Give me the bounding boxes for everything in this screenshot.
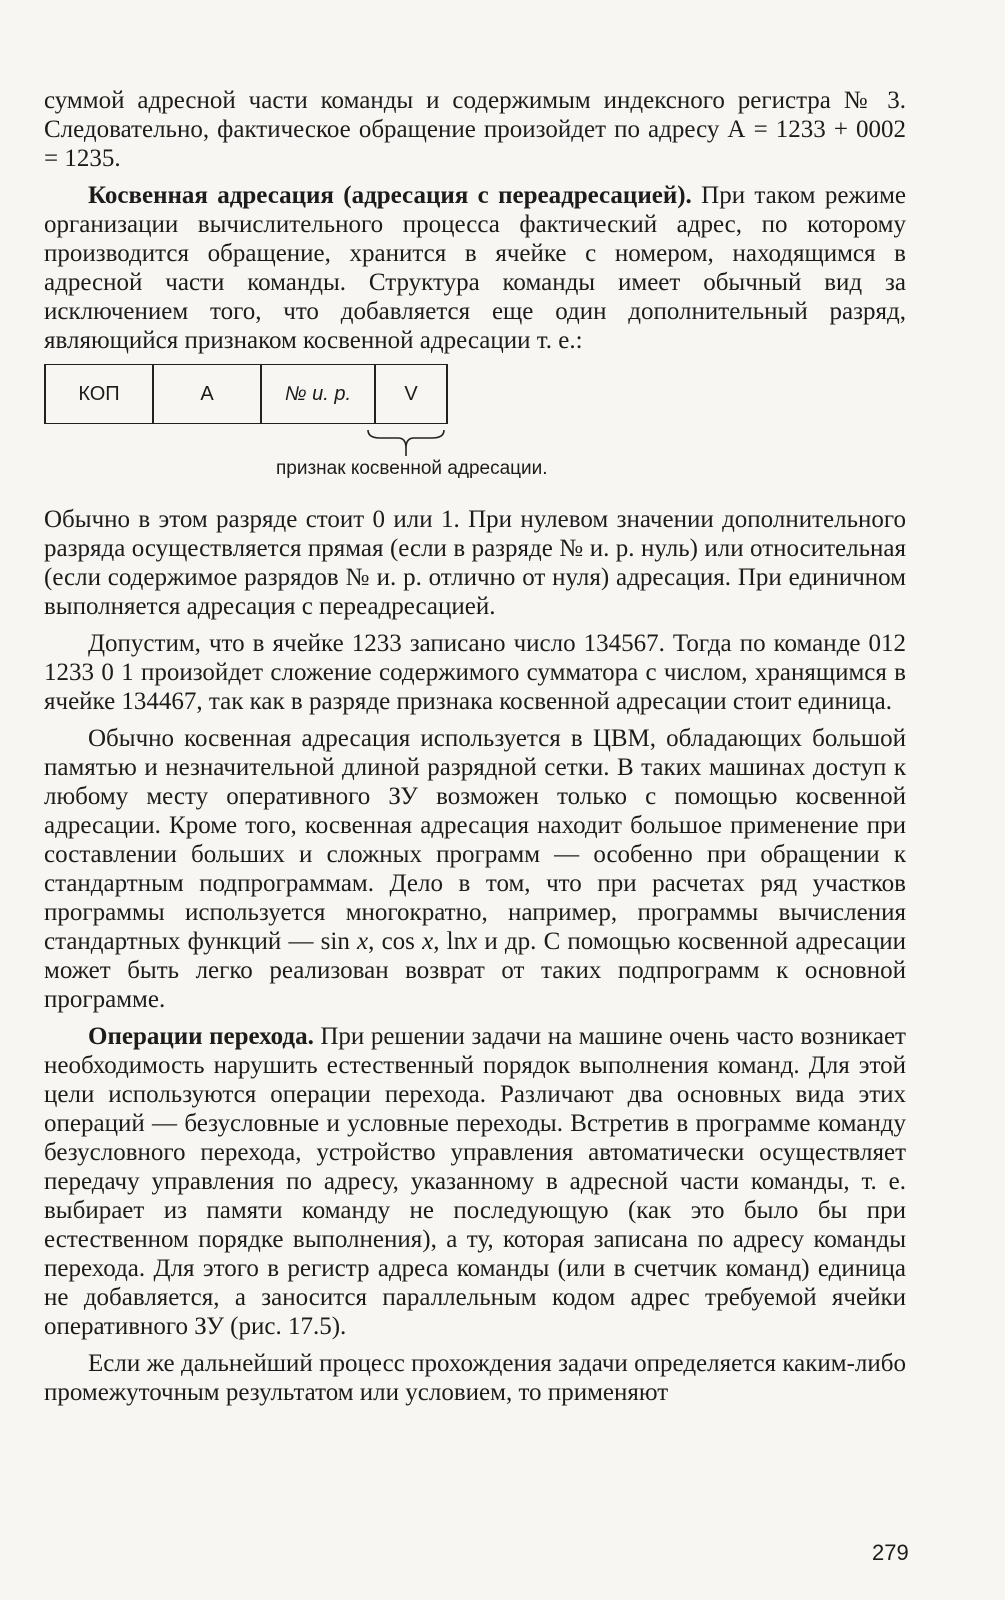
paragraph-jump-operations-text: При решении задачи на машине очень часто возникает необходимость нарушить естественный порядок выполнения команд. Для этой цели используются операции перехода. Различают два основных вида этих операций — безусловные и условные переходы. Встретив в программе команду безусловного перехода, устройство управления автоматически осуществляет передачу управления по адресу, указанному в адресной части команды, т. е. выбирает из памяти команду не последующую (как это было бы при естественном порядке выполнения), а ту, которая записана по адресу команды перехода. Для этого в регистр адреса команды (или в счетчик команд) единица не добавляется, а заносится параллельным кодом адрес требуемой ячейки оперативного ЗУ (рис. 17.5). — [44, 1023, 906, 1340]
page-number: 279 — [872, 1540, 909, 1565]
paragraph-conditional: Если же дальнейший процесс прохождения задачи определяется каким-либо промежуточным результатом или условием, то применяют — [44, 1350, 906, 1406]
usage-text-3: , ln — [433, 928, 467, 955]
cell-address: А — [153, 365, 261, 424]
command-structure-figure — [40, 360, 548, 490]
cell-indirect-flag: V — [375, 365, 447, 424]
heading-indirect-addressing: Косвенная адресация (адресация с переадресацией). — [88, 182, 692, 209]
paragraph-usage — [44, 724, 906, 1014]
var-x-3: x — [466, 928, 478, 955]
paragraph-jump-operations — [44, 1022, 906, 1341]
usage-text-1: Обычно косвенная адресация используется в ЦВМ, обладающих большой памятью и незначительной длиной разрядной сетки. В таких машинах доступ к любому месту оперативного ЗУ возможен только с помощью косвенной адресации. Кроме того, косвенная адресация находит большое применение при составлении больших и сложных программ — особенно при обращении к стандартным подпрограммам. Дело в том, что при расчетах ряд участков программы используется многократно, например, программы вычисления стандартных функций — sin — [44, 725, 906, 955]
usage-text-4: и др. С помощью косвенной адресации может быть легко реализован возврат от таких подпрограмм к основной программе. — [44, 928, 906, 1013]
brace-icon — [366, 426, 446, 456]
paragraph-indirect-addressing-text: При таком режиме организации вычислительного процесса фактический адрес, по которому производится обращение, хранится в ячейке с номером, находящимся в адресной части команды. Структура команды имеет обычный вид за исключением того, что добавляется еще один дополнительный разряд, являющийся признаком косвенной адресации т. е.: — [44, 182, 906, 354]
usage-text-2: , cos — [368, 928, 423, 955]
text-block-bottom — [44, 505, 906, 1407]
var-x-2: x — [422, 928, 434, 955]
paragraph-example: Допустим, что в ячейке 1233 записано число 134567. Тогда по команде 012 1233 0 1 произойдет сложение содержимого сумматора с числом, хранящимся в ячейке 134467, так как в разряде признака косвенной адресации стоит единица. — [44, 630, 906, 715]
heading-jump-operations: Операции перехода. — [88, 1023, 314, 1050]
text-block-top — [44, 86, 906, 355]
command-format-table — [44, 364, 448, 424]
cell-opcode: КОП — [45, 365, 153, 424]
figure-caption: признак косвенной адресации. — [276, 458, 548, 479]
paragraph-continuation: суммой адресной части команды и содержимым индексного регистра № 3. Следовательно, фактическое обращение произойдет по адресу А = 1233 + 0002 = 1235. — [44, 87, 906, 172]
cell-index-register: № и. р. — [261, 365, 375, 424]
paragraph-flag-values: Обычно в этом разряде стоит 0 или 1. При нулевом значении дополнительного разряда осуществляется прямая (если в разряде № и. р. нуль) или относительная (если содержимое разрядов № и. р. отлично от нуля) адресация. При единичном выполняется адресация с переадресацией. — [44, 506, 906, 620]
var-x-1: x — [357, 928, 369, 955]
paragraph-indirect-addressing — [44, 181, 906, 355]
